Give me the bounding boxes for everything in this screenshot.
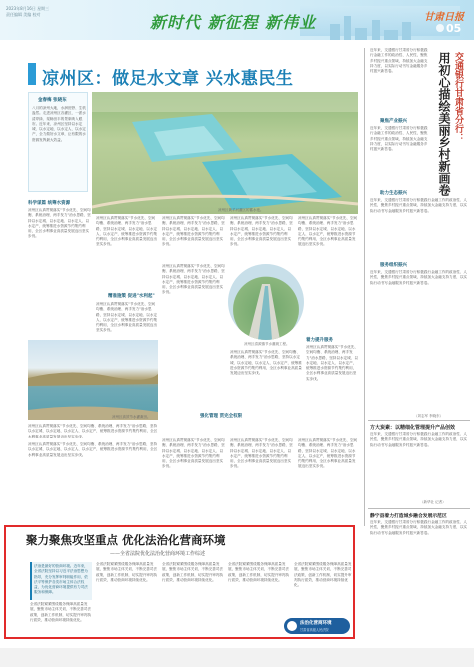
column-divider xyxy=(364,48,365,526)
photo-caption-1: 凉州区黄羊河灌区的蓄水池。 xyxy=(218,208,264,212)
lead-body-lower-d: 凉州区认真贯彻落实"节水优先、空间均衡、系统治理、两手发力"治水思路，坚持以水定城、以水定地、以水定人、以水定产，统筹推进水资源节约集约利用，全区水利事业高质量发展迈出坚实步伐。 xyxy=(298,438,358,469)
issue-meta: 2023年8月16日 星期三 责任编辑 美编 校对 xyxy=(6,6,50,17)
bank-body-c: 近年来，交通银行甘肃省分行积极践行金融工作的政治性、人民性，聚焦乡村振兴重点领域，持续加大金融支持力度，以实际行动书写金融服务乡村振兴新答卷。 xyxy=(370,198,468,213)
bank-sub-1: 聚焦产业振兴 xyxy=(380,119,407,124)
feature-badge-sub: 甘肃省高级人民法院 xyxy=(300,628,329,632)
bank-title-red: 交通银行甘肃省分行： xyxy=(453,52,463,142)
lead-body-bottom: 凉州区认真贯彻落实"节水优先、空间均衡、系统治理、两手发力"治水思路，坚持以水定城、以水定地、以水定人、以水定产，统筹推进水资源节约集约利用，全区水利事业高质量发展迈出坚实步伐。 xyxy=(28,424,158,438)
feature-intro: 法治是最好的营商环境。近年来，全省法院坚持以习近平法治思想为指导，充分发挥审判职能作用，依法平等保护各类市场主体合法权益，为优化营商环境提供有力司法服务和保障。 xyxy=(34,564,88,595)
lead-byline: 金春梅 张晓东 xyxy=(38,98,67,103)
feature-subheadline: ——全省法院优化法治化营商环境工作综述 xyxy=(110,551,206,557)
lead-body-col2b: 凉州区认真贯彻落实"节水优先、空间均衡、系统治理、两手发力"治水思路，坚持以水定城、以水定地、以水定人、以水定产，统筹推进水资源节约集约利用，全区水利事业高质量发展迈出坚实步伐。 xyxy=(96,302,158,333)
reservoir-photo xyxy=(92,92,358,214)
page-number: 05 xyxy=(446,22,462,35)
feature-headline: 聚力聚焦攻坚重点 优化法治化营商环境 xyxy=(26,533,226,547)
bank-sub-3: 服务组织振兴 xyxy=(380,263,407,268)
lead-intro-text: 八月的凉州大地，水润田野、生机盎然。走进凉州区各灌区，一派水清岸绿、渠畅田丰的景象映入眼帘。近年来，凉州区坚持以水定城、以水定地、以水定人、以水定产，全力做好水文章，让有限的水资源发挥最大效益。 xyxy=(32,106,86,142)
feature-badge-label: 法治化营商环境 xyxy=(300,621,332,626)
brief-body-2: 近年来，交通银行甘肃省分行积极践行金融工作的政治性、人民性，聚焦乡村振兴重点领域，持续加大金融支持力度，以实际行动书写金融服务乡村振兴新答卷。 xyxy=(370,520,468,535)
lead-body-lower-b: 凉州区认真贯彻落实"节水优先、空间均衡、系统治理、两手发力"治水思路，坚持以水定城、以水定地、以水定人、以水定产，统筹推进水资源节约集约利用，全区水利事业高质量发展迈出坚实步伐。 xyxy=(162,438,225,469)
bank-title-black: 用初心描绘美丽乡村新画卷 xyxy=(437,52,451,196)
canal-photo-round xyxy=(228,264,304,340)
page-slogan: 新时代 新征程 新伟业 xyxy=(150,13,317,32)
feature-body-a: 全省法院紧紧围绕服务保障高质量发展，聚焦市场主体关切，不断完善司法政策，创新工作机制，切实提升审判执行质效，推动营商环境持续优化。 xyxy=(30,602,92,622)
brief-title-1: 方大炭素：以精细化管理提升产品创效 xyxy=(370,425,456,431)
section-heading-2: 精准施策 促进"水利起" xyxy=(108,294,155,299)
section-heading-3: 强化管理 贯完全权限 xyxy=(200,414,243,419)
feature-body-b: 全省法院紧紧围绕服务保障高质量发展，聚焦市场主体关切，不断完善司法政策，创新工作机制，切实提升审判执行质效，推动营商环境持续优化。 xyxy=(96,562,158,582)
brief-author-1: （新华社 记者） xyxy=(420,500,446,504)
photo-caption-2: 凉州区清源镇节水灌溉工程。 xyxy=(244,342,290,346)
page-number-dot-icon xyxy=(436,24,444,32)
bank-body-a: 近年来，交通银行甘肃省分行积极践行金融工作的政治性、人民性，聚焦乡村振兴重点领域，持续加大金融支持力度，以实际行动书写金融服务乡村振兴新答卷。 xyxy=(370,48,428,74)
lead-body-col2: 凉州区认真贯彻落实"节水优先、空间均衡、系统治理、两手发力"治水思路，坚持以水定城、以水定地、以水定人、以水定产，统筹推进水资源节约集约利用，全区水利事业高质量发展迈出坚实步伐。 xyxy=(96,216,158,247)
feature-body-e: 全省法院紧紧围绕服务保障高质量发展，聚焦市场主体关切，不断完善司法政策，创新工作机制，切实提升审判执行质效，推动营商环境持续优化。 xyxy=(294,562,352,588)
lead-body-col1: 凉州区认真贯彻落实"节水优先、空间均衡、系统治理、两手发力"治水思路，坚持以水定城、以水定地、以水定人、以水定产，统筹推进水资源节约集约利用，全区水利事业高质量发展迈出坚实步伐。 xyxy=(28,208,91,239)
page-footer xyxy=(0,648,474,667)
lead-body-col4: 凉州区认真贯彻落实"节水优先、空间均衡、系统治理、两手发力"治水思路，坚持以水定城、以水定地、以水定人、以水定产，统筹推进水资源节约集约利用，全区水利事业高质量发展迈出坚实步伐。 xyxy=(230,216,293,247)
lead-body-col3b: 凉州区认真贯彻落实"节水优先、空间均衡、系统治理、两手发力"治水思路，坚持以水定城、以水定地、以水定人、以水定产，统筹推进水资源节约集约利用，全区水利事业高质量发展迈出坚实步伐。 xyxy=(162,264,225,295)
lead-body-col5: 凉州区认真贯彻落实"节水优先、空间均衡、系统治理、两手发力"治水思路，坚持以水定城、以水定地、以水定人、以水定产，统筹推进水资源节约集约利用，全区水利事业高质量发展迈出坚实步伐。 xyxy=(298,216,358,247)
brief-rule-1 xyxy=(368,420,470,421)
photo-caption-3: 凉州区高效节水灌溉田。 xyxy=(112,415,151,419)
lead-body-lower-c: 凉州区认真贯彻落实"节水优先、空间均衡、系统治理、两手发力"治水思路，坚持以水定城、以水定地、以水定人、以水定产，统筹推进水资源节约集约利用，全区水利事业高质量发展迈出坚实步伐。 xyxy=(230,438,293,469)
lead-body-lower-a: 凉州区认真贯彻落实"节水优先、空间均衡、系统治理、两手发力"治水思路，坚持以水定城、以水定地、以水定人、以水定产，统筹推进水资源节约集约利用，全区水利事业高质量发展迈出坚实步伐。 xyxy=(28,442,158,457)
headline-accent-bar xyxy=(28,63,36,85)
section-heading-1: 科学谋篇 统筹水资源 xyxy=(28,201,71,206)
bank-sub-2: 助力生态振兴 xyxy=(380,191,407,196)
brief-rule-2 xyxy=(368,508,470,509)
lead-body-col4b: 凉州区认真贯彻落实"节水优先、空间均衡、系统治理、两手发力"治水思路，坚持以水定城、以水定地、以水定人、以水定产，统筹推进水资源节约集约利用，全区水利事业高质量发展迈出坚实步伐。 xyxy=(230,350,302,376)
feature-body-d: 全省法院紧紧围绕服务保障高质量发展，聚焦市场主体关切，不断完善司法政策，创新工作机制，切实提升审判执行质效，推动营商环境持续优化。 xyxy=(228,562,290,582)
bank-body-b: 近年来，交通银行甘肃省分行积极践行金融工作的政治性、人民性，聚焦乡村振兴重点领域，持续加大金融支持力度，以实际行动书写金融服务乡村振兴新答卷。 xyxy=(370,126,428,152)
lead-body-col5b: 凉州区认真贯彻落实"节水优先、空间均衡、系统治理、两手发力"治水思路，坚持以水定城、以水定地、以水定人、以水定产，统筹推进水资源节约集约利用，全区水利事业高质量发展迈出坚实步伐。 xyxy=(306,345,358,381)
bank-source: （刘志军 李晓东） xyxy=(414,414,444,418)
lake-photo xyxy=(28,340,158,420)
feature-body-c: 全省法院紧紧围绕服务保障高质量发展，聚焦市场主体关切，不断完善司法政策，创新工作机制，切实提升审判执行质效，推动营商环境持续优化。 xyxy=(162,562,224,582)
brief-title-2: 静宁县着力打造城乡融合发展示范区 xyxy=(370,513,447,519)
section-heading-4: 着力提升服务 xyxy=(306,338,333,343)
court-emblem-icon xyxy=(287,621,297,631)
lead-body-col3: 凉州区认真贯彻落实"节水优先、空间均衡、系统治理、两手发力"治水思路，坚持以水定城、以水定地、以水定人、以水定产，统筹推进水资源节约集约利用，全区水利事业高质量发展迈出坚实步伐。 xyxy=(162,216,225,247)
newspaper-logo: 甘肃日报 xyxy=(424,12,464,23)
feature-badge xyxy=(284,618,350,634)
lead-headline: 凉州区：做足水文章 兴水惠民生 xyxy=(42,69,294,89)
brief-body-1: 近年来，交通银行甘肃省分行积极践行金融工作的政治性、人民性，聚焦乡村振兴重点领域，持续加大金融支持力度，以实际行动书写金融服务乡村振兴新答卷。 xyxy=(370,432,468,447)
bank-body-d: 近年来，交通银行甘肃省分行积极践行金融工作的政治性、人民性，聚焦乡村振兴重点领域，持续加大金融支持力度，以实际行动书写金融服务乡村振兴新答卷。 xyxy=(370,270,468,285)
